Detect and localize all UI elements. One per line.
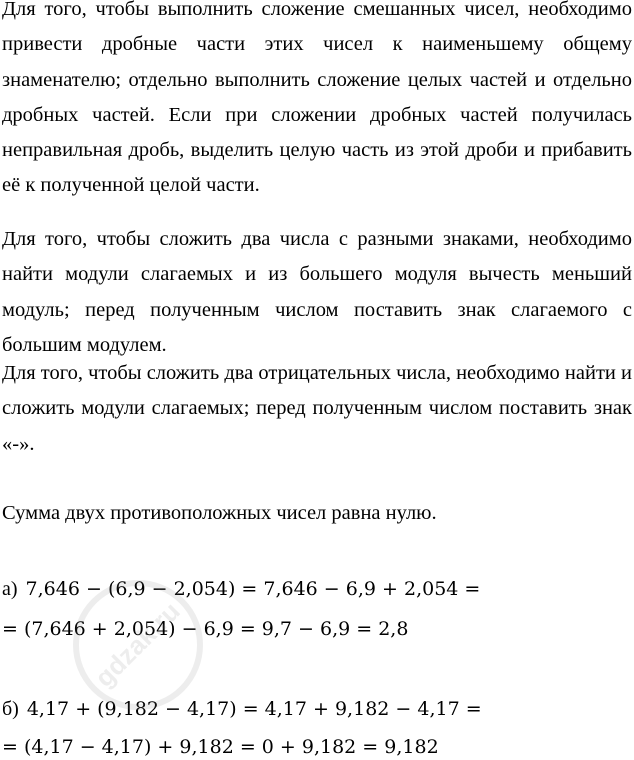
rule-opposite-numbers-paragraph: Сумма двух противоположных чисел равна нулю.: [2, 502, 437, 524]
solution-a-line-2: = (7,646 + 2,054) − 6,9 = 9,7 − 6,9 = 2,8: [2, 618, 409, 640]
solution-b-expression-1: 4,17 + (9,182 − 4,17) = 4,17 + 9,182 − 4,17 =: [26, 698, 482, 720]
solution-b-line-1: [2, 696, 482, 722]
rule-different-signs-paragraph: Для того, чтобы сложить два числа с разными знаками, необходимо найти модули слагаемых и из большего модуля вычесть меньший модуль; перед полученным числом поставить знак слагаемого с большим модулем.: [2, 228, 632, 356]
solution-b-line-2: = (4,17 − 4,17) + 9,182 = 0 + 9,182 = 9,182: [2, 736, 439, 758]
solution-a-expression-1: 7,646 − (6,9 − 2,054) = 7,646 − 6,9 + 2,054 =: [25, 578, 481, 600]
rule-mixed-numbers-paragraph: Для того, чтобы выполнить сложение смешанных чисел, необходимо привести дробные части этих чисел к наименьшему общему знаменателю; отдельно выполнить сложение целых частей и отдельно дробных частей. Если при сложении дробных частей получилась неправильная дробь, выделить целую часть из этой дроби и прибавить её к полученной целой части.: [2, 0, 632, 197]
watermark-text: gdzak.ru: [88, 595, 186, 693]
solution-a-line-1: [2, 576, 480, 602]
solution-a-label: а): [2, 578, 18, 600]
rule-negative-numbers-paragraph: Для того, чтобы сложить два отрицательных числа, необходимо найти и сложить модули слагаемых; перед полученным числом поставить знак «-».: [2, 362, 632, 455]
solution-b-label: б): [2, 698, 19, 720]
